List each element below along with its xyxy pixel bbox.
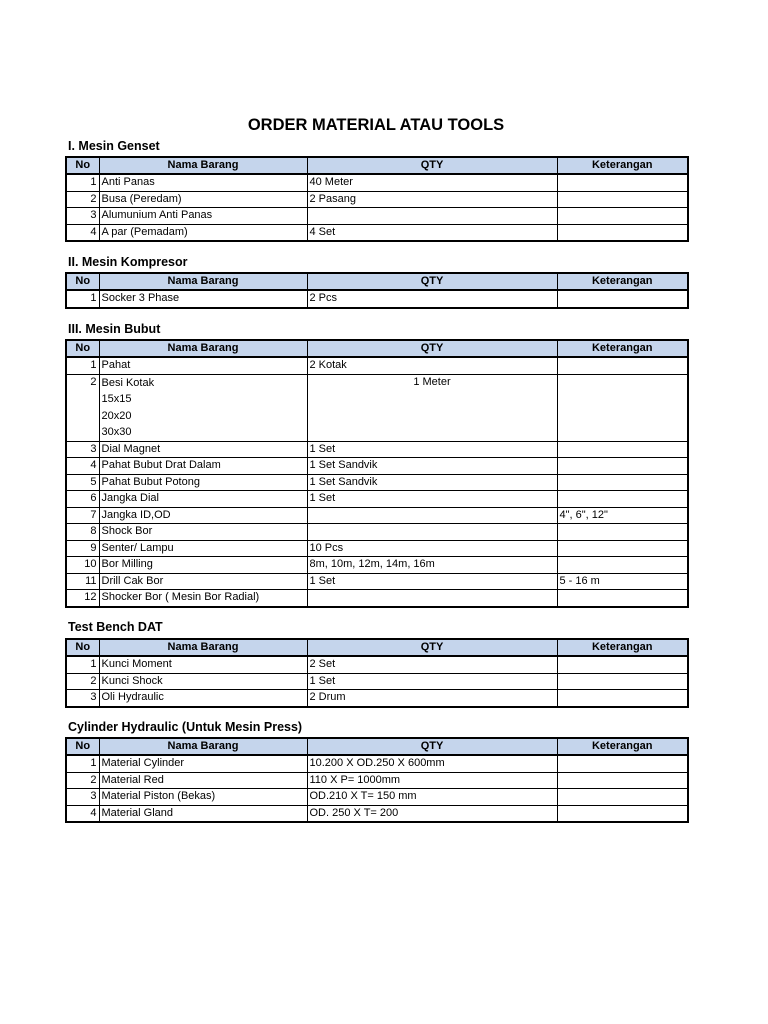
item-name: Dial Magnet (99, 441, 307, 458)
row-number: 1 (66, 755, 99, 772)
material-table (65, 737, 689, 823)
row-number: 2 (66, 772, 99, 789)
table-row (66, 374, 688, 441)
item-qty: 8m, 10m, 12m, 14m, 16m (307, 557, 557, 574)
item-keterangan: 4", 6", 12" (557, 507, 688, 524)
item-qty: 1 Set (307, 491, 557, 508)
item-keterangan: 5 - 16 m (557, 573, 688, 590)
table-header-row (66, 738, 688, 755)
item-name: Socker 3 Phase (99, 290, 307, 308)
item-name: Jangka ID,OD (99, 507, 307, 524)
item-qty: 1 Set (307, 441, 557, 458)
item-qty: 110 X P= 1000mm (307, 772, 557, 789)
item-keterangan (557, 474, 688, 491)
item-qty: 2 Set (307, 656, 557, 673)
item-qty: 1 Set Sandvik (307, 458, 557, 475)
item-size: 30x30 (101, 426, 132, 438)
item-keterangan (557, 290, 688, 308)
item-keterangan (557, 590, 688, 607)
item-name: Material Gland (99, 805, 307, 822)
table-row (66, 690, 688, 707)
item-name: Material Cylinder (99, 755, 307, 772)
section-title: Test Bench DAT (68, 620, 163, 634)
item-name: Drill Cak Bor (99, 573, 307, 590)
table-row (66, 805, 688, 822)
header-nama-barang: Nama Barang (99, 639, 307, 656)
item-name: Pahat Bubut Potong (99, 474, 307, 491)
table-row (66, 524, 688, 541)
item-name: Senter/ Lampu (99, 540, 307, 557)
table-row (66, 357, 688, 374)
header-keterangan: Keterangan (557, 639, 688, 656)
row-number: 4 (66, 805, 99, 822)
item-keterangan (557, 805, 688, 822)
item-name: Jangka Dial (99, 491, 307, 508)
row-number: 8 (66, 524, 99, 541)
item-keterangan (557, 789, 688, 806)
item-qty (307, 590, 557, 607)
item-qty: 2 Kotak (307, 357, 557, 374)
table-row (66, 290, 688, 308)
item-keterangan (557, 208, 688, 225)
row-number: 5 (66, 474, 99, 491)
header-no: No (66, 273, 99, 290)
table-row (66, 224, 688, 241)
item-keterangan (557, 690, 688, 707)
row-number: 3 (66, 441, 99, 458)
section-title: Cylinder Hydraulic (Untuk Mesin Press) (68, 720, 303, 734)
material-table (65, 339, 689, 608)
header-keterangan: Keterangan (557, 738, 688, 755)
section-title: I. Mesin Genset (68, 139, 160, 153)
item-keterangan (557, 755, 688, 772)
table-row (66, 191, 688, 208)
item-keterangan (557, 441, 688, 458)
row-number: 12 (66, 590, 99, 607)
material-table (65, 638, 689, 708)
item-qty: 10.200 X OD.250 X 600mm (307, 755, 557, 772)
table-header-row (66, 157, 688, 174)
row-number: 3 (66, 789, 99, 806)
header-keterangan: Keterangan (557, 340, 688, 357)
row-number: 2 (66, 673, 99, 690)
row-number: 9 (66, 540, 99, 557)
item-name: Material Red (99, 772, 307, 789)
item-keterangan (557, 524, 688, 541)
row-number: 4 (66, 458, 99, 475)
header-no: No (66, 639, 99, 656)
header-qty: QTY (307, 157, 557, 174)
row-number: 11 (66, 573, 99, 590)
header-nama-barang: Nama Barang (99, 738, 307, 755)
item-qty: OD.210 X T= 150 mm (307, 789, 557, 806)
table-row (66, 540, 688, 557)
table-row (66, 507, 688, 524)
row-number: 1 (66, 656, 99, 673)
item-qty (307, 524, 557, 541)
row-number: 10 (66, 557, 99, 574)
header-nama-barang: Nama Barang (99, 157, 307, 174)
item-name: Oli Hydraulic (99, 690, 307, 707)
item-qty: OD. 250 X T= 200 (307, 805, 557, 822)
item-keterangan (557, 174, 688, 191)
table-row (66, 789, 688, 806)
row-number: 1 (66, 174, 99, 191)
table-row (66, 772, 688, 789)
table-row (66, 208, 688, 225)
table-row (66, 474, 688, 491)
header-nama-barang: Nama Barang (99, 340, 307, 357)
item-keterangan (557, 673, 688, 690)
table-header-row (66, 639, 688, 656)
item-qty: 1 Set (307, 673, 557, 690)
item-name: Shock Bor (99, 524, 307, 541)
item-name: Kunci Shock (99, 673, 307, 690)
item-qty (307, 208, 557, 225)
item-name: Busa (Peredam) (99, 191, 307, 208)
row-number: 6 (66, 491, 99, 508)
material-table (65, 272, 689, 309)
item-qty (307, 507, 557, 524)
header-no: No (66, 157, 99, 174)
item-keterangan (557, 557, 688, 574)
header-keterangan: Keterangan (557, 157, 688, 174)
item-keterangan (557, 357, 688, 374)
item-name: Shocker Bor ( Mesin Bor Radial) (99, 590, 307, 607)
table-header-row (66, 340, 688, 357)
table-row (66, 590, 688, 607)
table-row (66, 573, 688, 590)
table-row (66, 557, 688, 574)
table-row (66, 673, 688, 690)
item-qty: 2 Pasang (307, 191, 557, 208)
item-name: Kunci Moment (99, 656, 307, 673)
item-name: Material Piston (Bekas) (99, 789, 307, 806)
item-name: Pahat Bubut Drat Dalam (99, 458, 307, 475)
table-header-row (66, 273, 688, 290)
item-keterangan (557, 191, 688, 208)
table-row (66, 441, 688, 458)
header-keterangan: Keterangan (557, 273, 688, 290)
row-number: 2 (66, 191, 99, 208)
header-nama-barang: Nama Barang (99, 273, 307, 290)
header-no: No (66, 340, 99, 357)
table-row (66, 656, 688, 673)
row-number: 3 (66, 690, 99, 707)
table-row (66, 458, 688, 475)
item-name: Besi Kotak 15x15 20x20 30x30 (99, 374, 307, 441)
row-number: 2 (66, 374, 99, 441)
table-row (66, 174, 688, 191)
item-name: Pahat (99, 357, 307, 374)
item-keterangan (557, 491, 688, 508)
header-qty: QTY (307, 738, 557, 755)
header-qty: QTY (307, 273, 557, 290)
header-no: No (66, 738, 99, 755)
item-qty: 4 Set (307, 224, 557, 241)
item-name: Bor Milling (99, 557, 307, 574)
row-number: 7 (66, 507, 99, 524)
item-size: 15x15 (101, 393, 132, 405)
item-qty: 2 Pcs (307, 290, 557, 308)
item-keterangan (557, 772, 688, 789)
item-size: 20x20 (101, 409, 132, 422)
material-table (65, 156, 689, 242)
item-qty: 1 Set (307, 573, 557, 590)
item-keterangan (557, 224, 688, 241)
item-keterangan (557, 458, 688, 475)
row-number: 1 (66, 290, 99, 308)
table-row (66, 755, 688, 772)
item-keterangan (557, 374, 688, 441)
item-keterangan (557, 540, 688, 557)
item-qty: 2 Drum (307, 690, 557, 707)
section-title: III. Mesin Bubut (68, 322, 161, 336)
header-qty: QTY (307, 639, 557, 656)
row-number: 4 (66, 224, 99, 241)
header-qty: QTY (307, 340, 557, 357)
row-number: 3 (66, 208, 99, 225)
item-name: A par (Pemadam) (99, 224, 307, 241)
item-name: Alumunium Anti Panas (99, 208, 307, 225)
item-qty: 10 Pcs (307, 540, 557, 557)
item-name: Anti Panas (99, 174, 307, 191)
item-qty: 1 Meter (307, 374, 557, 441)
document-title: ORDER MATERIAL ATAU TOOLS (247, 116, 505, 134)
item-keterangan (557, 656, 688, 673)
table-row (66, 491, 688, 508)
section-title: II. Mesin Kompresor (68, 255, 188, 269)
item-qty: 1 Set Sandvik (307, 474, 557, 491)
row-number: 1 (66, 357, 99, 374)
item-qty: 40 Meter (307, 174, 557, 191)
